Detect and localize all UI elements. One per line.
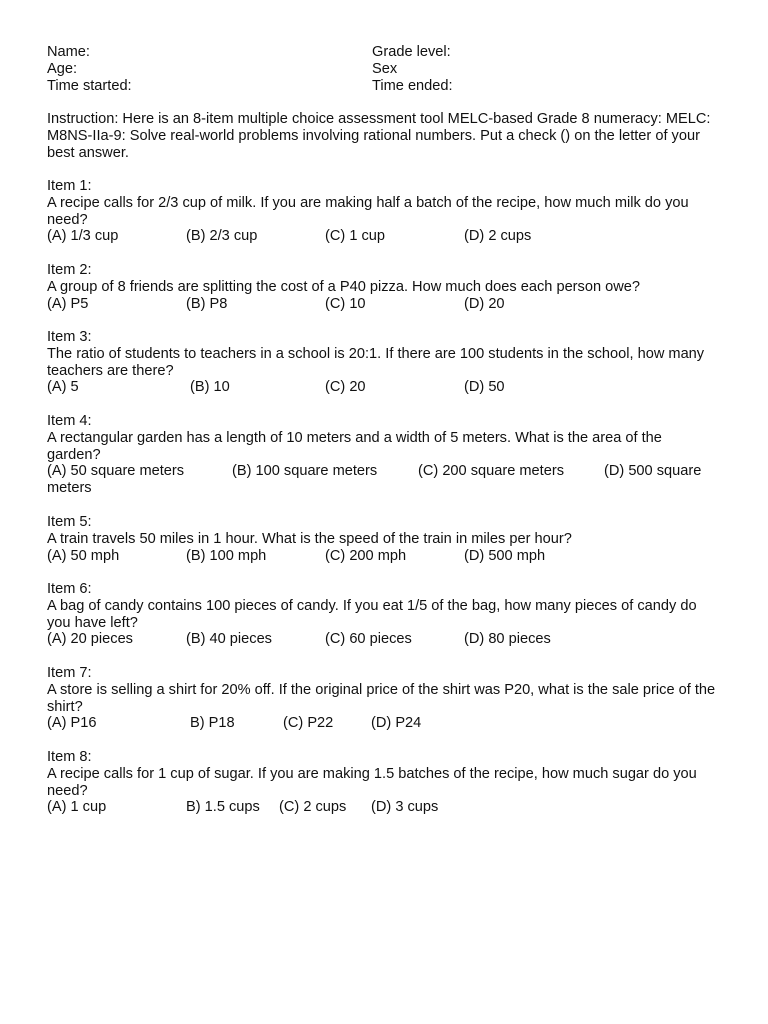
sex-label: Sex: [372, 60, 398, 77]
item-question: A recipe calls for 1 cup of sugar. If you are making 1.5 batches of the recipe, how much sugar do you need?: [47, 765, 697, 799]
item-question: A store is selling a shirt for 20% off. If the original price of the shirt was P20, what is the sale price of the shirt?: [47, 681, 716, 715]
choice-d-continuation: meters: [47, 480, 92, 497]
choice-d[interactable]: (D) 3 cups: [371, 799, 439, 816]
choice-a[interactable]: (A) 20 pieces: [47, 631, 133, 648]
choice-row: [47, 715, 719, 732]
item-question: A rectangular garden has a length of 10 meters and a width of 5 meters. What is the area of the garden?: [47, 429, 662, 463]
question-item-8: [47, 749, 719, 816]
choice-a[interactable]: (A) 50 mph: [47, 547, 120, 564]
student-info-header: [47, 44, 727, 94]
time-ended-label: Time ended:: [372, 77, 453, 94]
choice-a[interactable]: (A) 1/3 cup: [47, 228, 119, 245]
choice-row: [47, 548, 719, 565]
item-question: A recipe calls for 2/3 cup of milk. If you are making half a batch of the recipe, how much milk do you need?: [47, 194, 689, 228]
choice-c[interactable]: (C) 20: [325, 379, 366, 396]
choice-row: [47, 463, 719, 480]
choice-row: [47, 799, 719, 816]
choice-d[interactable]: (D) 80 pieces: [464, 631, 551, 648]
choice-c[interactable]: (C) 2 cups: [279, 799, 347, 816]
item-question: A train travels 50 miles in 1 hour. What is the speed of the train in miles per hour?: [47, 530, 572, 547]
question-item-6: [47, 581, 719, 648]
question-item-2: [47, 262, 719, 312]
choice-c[interactable]: (C) 200 square meters: [418, 463, 564, 480]
item-label: Item 2:: [47, 262, 92, 278]
item-question: The ratio of students to teachers in a school is 20:1. If there are 100 students in the school, how many teachers are there?: [47, 345, 705, 379]
choice-d[interactable]: (D) 500 square: [604, 463, 702, 480]
choice-c[interactable]: (C) P22: [283, 715, 334, 732]
grade-level-label: Grade level:: [372, 44, 451, 60]
choice-a[interactable]: (A) 1 cup: [47, 799, 107, 816]
instruction-text: Instruction: Here is an 8-item multiple choice assessment tool MELC-based Grade 8 numeracy: MELC: M8NS-IIa-9: Solve real-world problems involving rational numbers. Put a check () on the letter of your best answer.: [47, 111, 711, 161]
item-question: A bag of candy contains 100 pieces of candy. If you eat 1/5 of the bag, how many pieces of candy do you have left?: [47, 597, 697, 631]
item-label: Item 3:: [47, 329, 92, 345]
item-question: A group of 8 friends are splitting the cost of a P40 pizza. How much does each person owe?: [47, 278, 641, 295]
question-item-3: [47, 329, 719, 396]
question-item-7: [47, 665, 719, 732]
time-started-label: Time started:: [47, 77, 132, 94]
choice-d[interactable]: (D) 500 mph: [464, 547, 546, 564]
question-item-5: [47, 514, 719, 564]
choice-d[interactable]: (D) 20: [464, 295, 505, 312]
choice-b[interactable]: (B) P8: [186, 295, 228, 312]
choice-d[interactable]: (D) 2 cups: [464, 228, 532, 245]
choice-d[interactable]: (D) P24: [371, 715, 422, 732]
item-label: Item 6:: [47, 581, 92, 597]
choice-c[interactable]: (C) 10: [325, 295, 366, 312]
choice-d[interactable]: (D) 50: [464, 379, 505, 396]
question-item-1: [47, 178, 719, 245]
question-item-4: [47, 413, 719, 497]
name-label: Name:: [47, 44, 90, 60]
choice-b[interactable]: (B) 100 mph: [186, 547, 267, 564]
choice-b[interactable]: (B) 100 square meters: [232, 463, 378, 480]
choice-c[interactable]: (C) 1 cup: [325, 228, 386, 245]
choice-b[interactable]: (B) 10: [190, 379, 230, 396]
choice-b[interactable]: B) P18: [190, 715, 235, 732]
choice-c[interactable]: (C) 200 mph: [325, 547, 407, 564]
choice-row: [47, 631, 719, 648]
choice-b[interactable]: (B) 40 pieces: [186, 631, 272, 648]
choice-row: [47, 379, 719, 396]
choice-a[interactable]: (A) P5: [47, 295, 89, 312]
item-label: Item 1:: [47, 178, 92, 194]
choice-row: [47, 296, 719, 313]
choice-b[interactable]: B) 1.5 cups: [186, 799, 260, 816]
item-label: Item 8:: [47, 749, 92, 765]
item-label: Item 4:: [47, 413, 92, 429]
choice-a[interactable]: (A) 50 square meters: [47, 463, 185, 480]
choice-a[interactable]: (A) P16: [47, 715, 97, 732]
choice-a[interactable]: (A) 5: [47, 379, 79, 396]
choice-row: [47, 228, 719, 245]
choice-c[interactable]: (C) 60 pieces: [325, 631, 412, 648]
item-label: Item 7:: [47, 665, 92, 681]
item-label: Item 5:: [47, 514, 92, 530]
age-label: Age:: [47, 60, 78, 77]
choice-b[interactable]: (B) 2/3 cup: [186, 228, 258, 245]
